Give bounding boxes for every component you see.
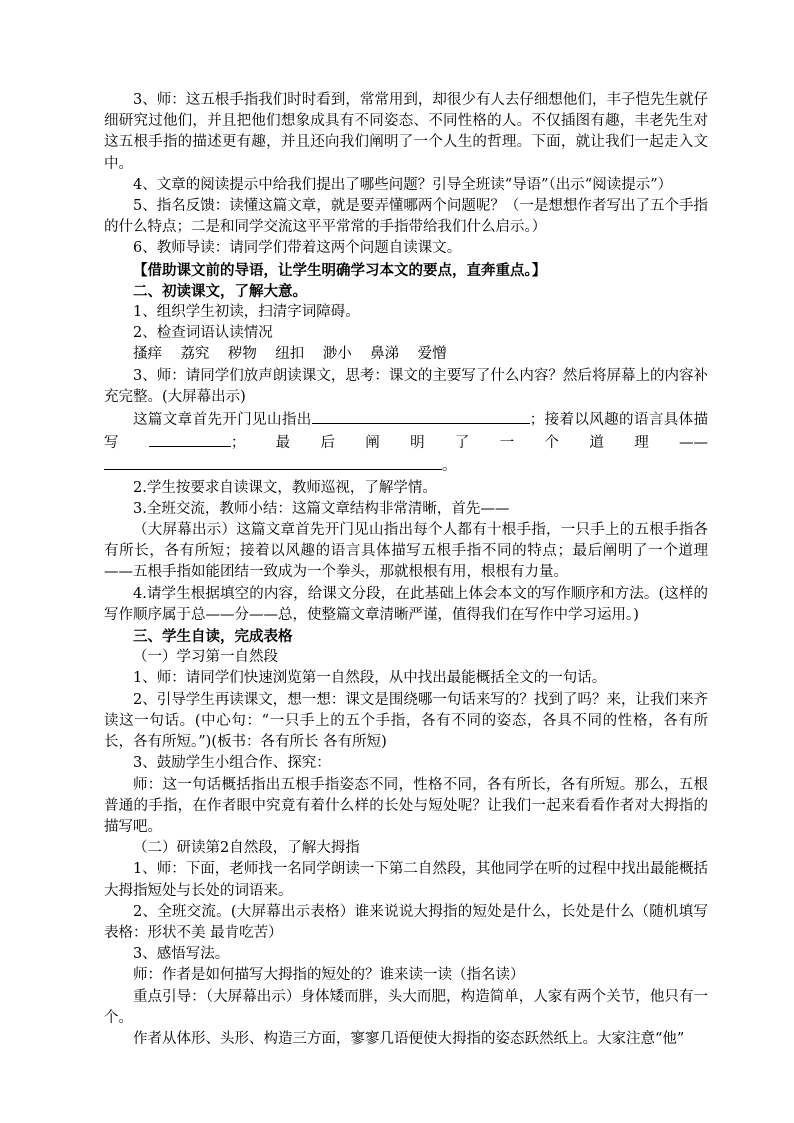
- key-note: 【借助课文前的导语，让学生明确学习本文的要点，直奔重点。】: [133, 261, 547, 279]
- paragraph: 重点引导：（大屏幕出示）身体矮而胖，头大而肥，构造简单，人家有两个关节，他只有一个。: [104, 988, 708, 1026]
- paragraph: （大屏幕出示）这篇文章首先开门见山指出每个人都有十根手指，一只手上的五根手指各有所长，各有所短；接着以风趣的语言具体描写五根手指不同的特点；最后阐明了一个道理——五根手指如能团结一致成为一个拳头，那就根根有用，根根有力量。: [104, 522, 708, 581]
- section-heading: 三、学生自读，完成表格: [133, 628, 293, 646]
- paragraph: 2.学生按要求自读课文，教师巡视，了解学情。: [133, 479, 437, 496]
- paragraph: 1、组织学生初读，扫清字词障碍。: [133, 304, 360, 321]
- paragraph: 4、文章的阅读提示中给我们提出了哪些问题？引导全班读“导语”（出示“阅读提示”）: [133, 176, 673, 193]
- exercise-text: 。: [442, 458, 457, 475]
- paragraph: 师：作者是如何描写大拇指的短处的？谁来读一读（指名读）: [133, 967, 525, 984]
- document-page: [104, 90, 708, 1050]
- paragraph: 1、师：下面，老师找一名同学朗读一下第二自然段，其他同学在听的过程中找出最能概括大拇指短处与长处的词语来。: [104, 861, 708, 899]
- blank-line[interactable]: [312, 408, 530, 424]
- paragraph: 2、检查词语认读情况: [133, 325, 273, 342]
- paragraph: 2、全班交流。(大屏幕出示表格）谁来说说大拇指的短处是什么，长处是什么（随机填写表格：形状不美 最肯吃苦）: [104, 903, 708, 941]
- blank-line[interactable]: [104, 454, 442, 470]
- paragraph: 师：这一句话概括指出五根手指姿态不同，性格不同，各有所长，各有所短。那么，五根普通的手指，在作者眼中究竟有着什么样的长处与短处呢？让我们一起来看看作者对大拇指的描写吧。: [104, 776, 708, 835]
- paragraph: 6、教师导读：请同学们带着这两个问题自读课文。: [133, 240, 462, 257]
- subsection-heading: （一）学习第一自然段: [133, 649, 278, 666]
- vocabulary-list: 搔痒 荔究 秽物 纽扣 渺小 鼻涕 爱憎: [133, 346, 447, 363]
- paragraph: 4.请学生根据填空的内容，给课文分段，在此基础上体会本文的写作顺序和方法。(这样的写作顺序属于总——分——总，使整篇文章清晰严谨，值得我们在写作中学习运用。): [104, 585, 708, 623]
- paragraph: 3、师：请同学们放声朗读课文，思考：课文的主要写了什么内容？然后将屏幕上的内容补充完整。(大屏幕出示): [104, 367, 708, 405]
- section-heading: 二、初读课文，了解大意。: [133, 282, 307, 300]
- exercise-text: ；接着以风趣的语言具体描写: [104, 412, 709, 452]
- paragraph: 3、鼓励学生小组合作、探究：: [133, 755, 331, 772]
- exercise-text: ；最后阐明了一个道理——: [230, 435, 709, 452]
- paragraph: 3、感悟写法。: [133, 946, 230, 963]
- blank-line[interactable]: [149, 431, 231, 447]
- exercise-text: 这篇文章首先开门见山指出: [133, 412, 312, 429]
- paragraph: 5、指名反馈：读懂这篇文章，就是要弄懂哪两个问题呢？（一是想想作者写出了五个手指的什么特点；二是和同学交流这平平常常的手指带给我们什么启示。）: [104, 198, 708, 236]
- fill-in-exercise: [104, 408, 708, 478]
- paragraph: 2、引导学生再读课文，想一想：课文是围绕哪一句话来写的？找到了吗？来，让我们来齐读这一句话。(中心句：“一只手上的五个手指，各有不同的姿态，各具不同的性格，各有所长，各有所短。”)(板书：各有所长 各有所短): [104, 691, 708, 751]
- paragraph: 3、师：这五根手指我们时时看到，常常用到，却很少有人去仔细想他们，丰子恺先生就仔细研究过他们，并且把他们想象成具有不同姿态、不同性格的人。不仅插图有趣，丰老先生对这五根手指的描述更有趣，并且还向我们阐明了一个人生的哲理。下面，就让我们一起走入文中。: [104, 92, 708, 172]
- paragraph: 3.全班交流，教师小结：这篇文章结构非常清晰，首先——: [133, 500, 510, 517]
- subsection-heading: （二）研读第2自然段，了解大拇指: [133, 840, 360, 857]
- paragraph: 1、师：请同学们快速浏览第一自然段，从中找出最能概括全文的一句话。: [133, 670, 607, 687]
- paragraph: 作者从体形、头形、构造三方面，寥寥几语便使大拇指的姿态跃然纸上。大家注意“他”: [133, 1030, 685, 1047]
